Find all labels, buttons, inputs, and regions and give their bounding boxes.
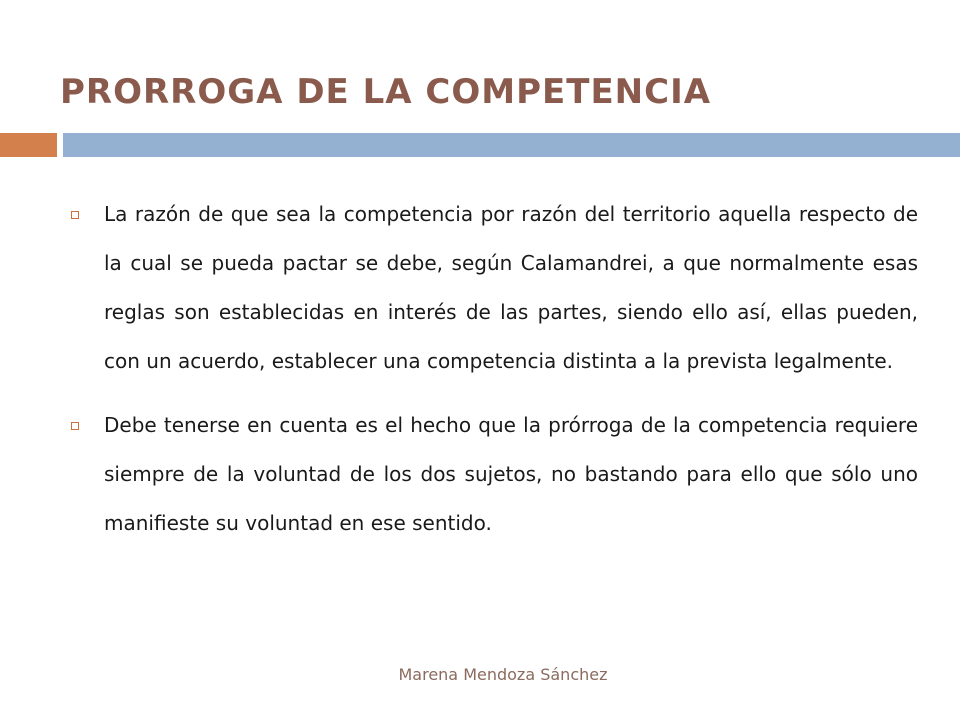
bullet-text: La razón de que sea la competencia por razón del territorio aquella respecto de la cual se pueda pactar se debe, según Calamandrei, a que normalmente esas reglas son establecidas en interés de las partes, siendo ello así, ellas pueden, con un acuerdo, establecer una competencia distinta a la prevista legalmente. xyxy=(104,202,918,373)
bullet-item xyxy=(60,190,918,386)
hollow-square-bullet-icon xyxy=(71,422,79,430)
hollow-square-bullet-icon xyxy=(71,211,79,219)
bullet-item xyxy=(60,401,918,548)
slide-title: PRORROGA DE LA COMPETENCIA xyxy=(60,72,712,112)
bullet-text: Debe tenerse en cuenta es el hecho que la prórroga de la competencia requiere siempre de la voluntad de los dos sujetos, no bastando para ello que sólo uno manifieste su voluntad en ese sentido. xyxy=(104,413,918,535)
title-accent-bar xyxy=(0,133,57,157)
slide-content xyxy=(60,190,918,563)
slide-footer: Marena Mendoza Sánchez xyxy=(398,665,608,684)
title-rule-bar xyxy=(63,133,960,157)
